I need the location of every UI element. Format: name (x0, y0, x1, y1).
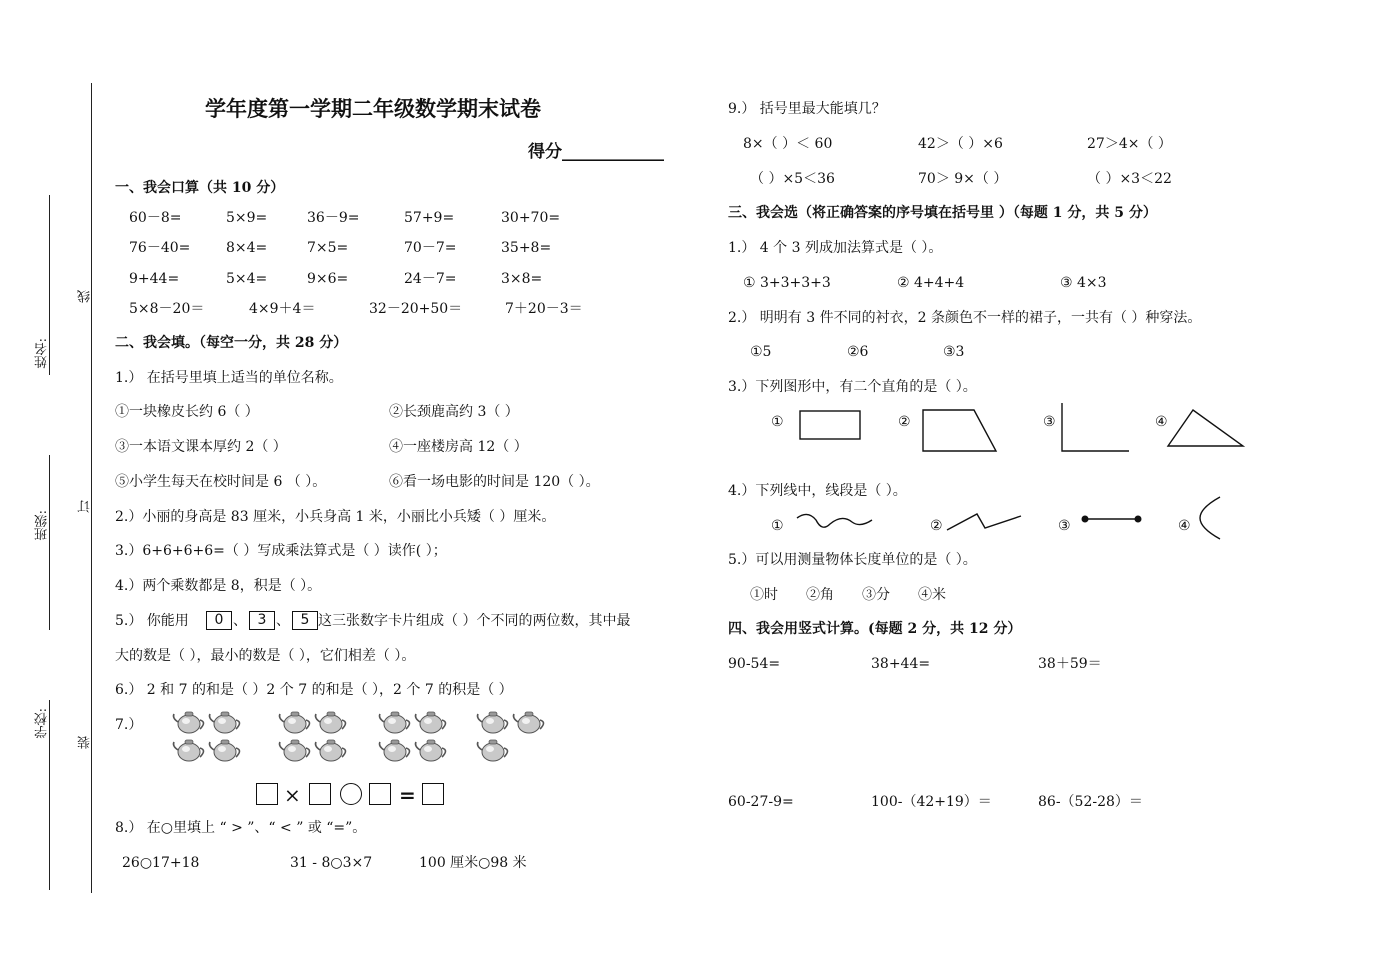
school-label: 学校: (35, 708, 50, 739)
line-marker: ① (771, 518, 784, 534)
equals-sign: = (399, 783, 416, 807)
card-separator: 、 (276, 613, 290, 629)
choice-option: ③3 (943, 344, 965, 360)
unit-item: ②长颈鹿高约 3（ ） (389, 404, 519, 420)
q9-item: 70＞ 9×（ ） (918, 171, 1008, 187)
arc-line (1198, 494, 1226, 542)
q2-8-stem: 8.） 在○里填上 “ > ”、“ < ” 或 “=”。 (115, 820, 367, 836)
choice-option: ①5 (750, 344, 772, 360)
teapot-icon (380, 712, 446, 761)
right-angle-shape (1059, 401, 1133, 454)
curve-line (794, 510, 876, 534)
line-marker: ② (930, 518, 943, 534)
q2-6: 6.） 2 和 7 的和是（ ）2 个 7 的和是（ ），2 个 7 的积是（ ） (115, 682, 513, 698)
polyline-line (945, 510, 1025, 534)
oral-problem: 70－7= (404, 240, 457, 256)
oral-problem: 30+70= (501, 210, 561, 226)
q2-5-line2: 大的数是（ ），最小的数是（ ），它们相差（ ）。 (115, 648, 416, 664)
choice-option: ④米 (918, 587, 946, 603)
compare-item: 26○17+18 (122, 855, 200, 871)
page-title: 学年度第一学期二年级数学期末试卷 (205, 96, 541, 121)
s3-q3-stem: 3.）下列图形中，有二个直角的是（ ）。 (728, 379, 977, 395)
answer-box[interactable] (256, 783, 278, 805)
triangle-shape (1165, 406, 1247, 450)
unit-item: ③一本语文课本厚约 2（ ） (115, 439, 287, 455)
answer-box[interactable] (309, 783, 331, 805)
unit-item: ⑥看一场电影的时间是 120（ ）。 (389, 474, 600, 490)
q9-item: 42＞（ ）×6 (918, 136, 1003, 152)
card-separator: 、 (233, 613, 247, 629)
vertical-calc: 60-27-9= (728, 794, 794, 810)
score-field[interactable]: 得分____________ (528, 142, 664, 162)
choice-option: ③分 (862, 587, 890, 603)
shape-marker: ③ (1043, 414, 1056, 430)
name-label: 姓名: (35, 338, 50, 369)
teapot-grid (168, 706, 558, 768)
q9-stem: 9.） 括号里最大能填几？ (728, 101, 886, 117)
binding-order-char: 订 (78, 500, 93, 513)
teapot-icon (280, 712, 346, 761)
digit-card: 3 (249, 611, 275, 630)
choice-option: ①时 (750, 587, 778, 603)
digit-card: 0 (206, 611, 232, 630)
s3-q4-stem: 4.）下列线中，线段是（ ）。 (728, 483, 907, 499)
digit-card: 5 (292, 611, 318, 630)
oral-problem: 3×8= (501, 271, 543, 287)
shape-marker: ① (771, 414, 784, 430)
oral-problem: 9+44= (129, 271, 180, 287)
q9-item: （ ）×5＜36 (750, 171, 835, 187)
section3-heading: 三、我会选（将正确答案的序号填在括号里 ）（每题 1 分，共 5 分） (728, 205, 1157, 221)
section1-heading: 一、我会口算（共 10 分） (115, 180, 285, 196)
s3-q1-stem: 1.） 4 个 3 列成加法算式是（ ）。 (728, 240, 943, 256)
compare-item: 100 厘米○98 米 (419, 855, 527, 871)
q2-5-prefix: 5.） 你能用 (115, 613, 189, 629)
oral-problem: 7＋20－3＝ (505, 301, 583, 317)
vertical-calc: 38＋59＝ (1038, 656, 1102, 672)
oral-problem: 9×6= (307, 271, 349, 287)
choice-option: ① 3+3+3+3 (743, 275, 831, 291)
q2-1-stem: 1.） 在括号里填上适当的单位名称。 (115, 370, 343, 386)
q2-7-label: 7.） (115, 717, 143, 733)
unit-item: ①一块橡皮长约 6（ ） (115, 404, 259, 420)
oral-problem: 7×5= (307, 240, 349, 256)
oral-problem: 8×4= (226, 240, 268, 256)
vertical-calc: 86-（52-28）＝ (1038, 794, 1143, 810)
class-underline (49, 455, 50, 630)
s3-q2-stem: 2.） 明明有 3 件不同的衬衣，2 条颜色不一样的裙子，一共有（ ）种穿法。 (728, 310, 1202, 326)
oral-problem: 57+9= (404, 210, 455, 226)
unit-item: ④一座楼房高 12（ ） (389, 439, 528, 455)
oral-problem: 5×8－20＝ (129, 301, 205, 317)
choice-option: ②6 (847, 344, 869, 360)
section4-heading: 四、我会用竖式计算。(每题 2 分，共 12 分） (728, 621, 1022, 637)
binding-line (91, 83, 92, 893)
answer-box[interactable] (422, 783, 444, 805)
vertical-calc: 38+44= (871, 656, 931, 672)
q2-5-suffix: 这三张数字卡片组成（ ）个不同的两位数，其中最 (318, 613, 631, 629)
vertical-calc: 100-（42+19）＝ (871, 794, 992, 810)
segment-line (1080, 510, 1144, 528)
q9-item: 27＞4×（ ） (1087, 136, 1172, 152)
oral-problem: 32－20+50＝ (369, 301, 463, 317)
line-marker: ③ (1058, 518, 1071, 534)
q2-4: 4.）两个乘数都是 8，积是（ ）。 (115, 578, 322, 594)
times-sign: × (284, 783, 301, 807)
compare-item: 31 - 8○3×7 (290, 855, 373, 871)
oral-problem: 4×9＋4＝ (249, 301, 316, 317)
oral-problem: 60－8= (129, 210, 182, 226)
oral-problem: 5×9= (226, 210, 268, 226)
choice-option: ③ 4×3 (1060, 275, 1107, 291)
rectangle-shape (798, 409, 864, 441)
oral-problem: 36－9= (307, 210, 360, 226)
binding-bind-char: 装 (78, 736, 93, 749)
oral-problem: 24－7= (404, 271, 457, 287)
shape-marker: ② (898, 414, 911, 430)
q2-3: 3.）6+6+6+6=（ ）写成乘法算式是（ ）读作( ）； (115, 543, 447, 559)
line-marker: ④ (1178, 518, 1191, 534)
q9-item: （ ）×3＜22 (1087, 171, 1172, 187)
answer-box[interactable] (369, 783, 391, 805)
class-label: 班级: (35, 510, 50, 541)
section2-heading: 二、我会填。（每空一分，共 28 分） (115, 335, 348, 351)
choice-option: ②角 (806, 587, 834, 603)
s3-q5-stem: 5.）可以用测量物体长度单位的是（ ）。 (728, 552, 977, 568)
answer-circle[interactable] (340, 783, 362, 805)
binding-line-char: 线 (78, 290, 93, 303)
oral-problem: 76－40= (129, 240, 191, 256)
q9-item: 8×（ ）＜ 60 (743, 136, 833, 152)
oral-problem: 5×4= (226, 271, 268, 287)
trapezoid-shape (920, 406, 1000, 454)
shape-marker: ④ (1155, 414, 1168, 430)
teapot-icon (478, 712, 544, 761)
teapot-icon (174, 712, 240, 761)
oral-problem: 35+8= (501, 240, 552, 256)
choice-option: ② 4+4+4 (897, 275, 965, 291)
vertical-calc: 90-54= (728, 656, 781, 672)
unit-item: ⑤小学生每天在校时间是 6 （ ）。 (115, 474, 327, 490)
q2-2: 2.）小丽的身高是 83 厘米，小兵身高 1 米，小丽比小兵矮（ ）厘米。 (115, 509, 556, 525)
